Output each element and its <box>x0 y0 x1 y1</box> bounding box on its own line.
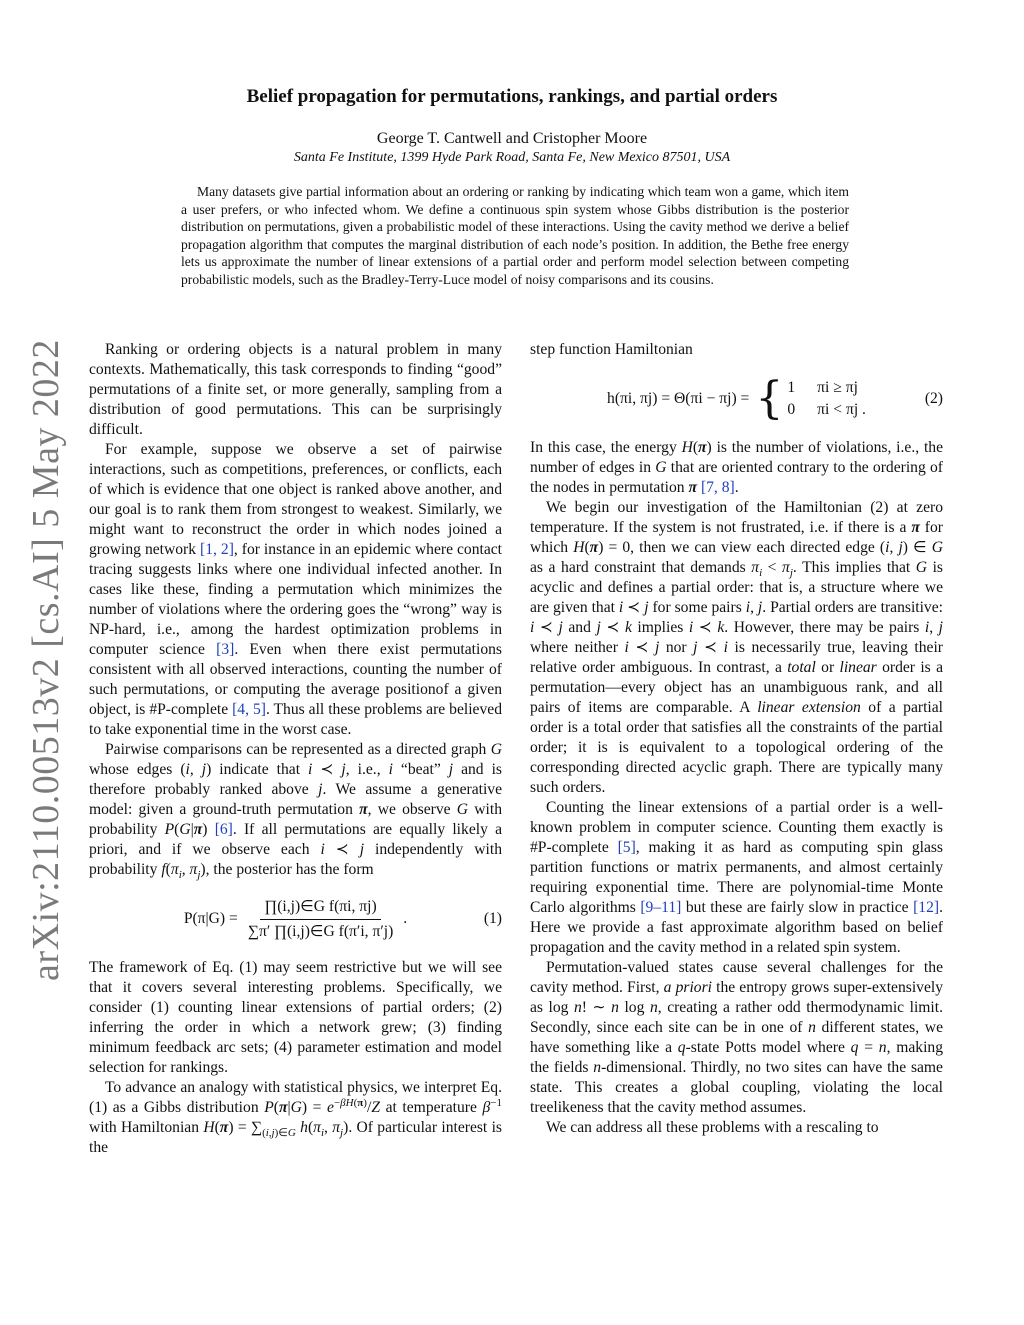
equation-2-lhs: h(πi, πj) = Θ(πi − πj) = <box>607 390 750 407</box>
right-paragraph-2: In this case, the energy H(π) is the number of violations, i.e., the number of edges in G that are oriented contrary to the ordering of the nodes in permutation π [7, 8]. <box>530 439 943 496</box>
paper-title: Belief propagation for permutations, rankings, and partial orders <box>246 86 778 107</box>
paper-affiliation: Santa Fe Institute, 1399 Hyde Park Road, Santa Fe, New Mexico 87501, USA <box>293 150 731 165</box>
right-paragraph-6: We can address all these problems with a rescaling to <box>546 1119 879 1136</box>
citation-link[interactable]: [6] <box>214 821 233 838</box>
right-paragraph-1: step function Hamiltonian <box>530 341 693 358</box>
right-paragraph-5: Permutation-valued states cause several challenges for the cavity method. First, a priori the entropy grows super-extensively as log n! ∼ n log n, creating a rather odd thermodynamic limit. Secondly, since each site can be in one of n different states, we have something like a q-state Potts model where q = n, making the fields n-dimensional. Thirdly, no two sites can have the same state. This creates a global coupling, violating the local treelikeness that the cavity method assumes. <box>530 959 944 1116</box>
equation-2 <box>530 370 943 428</box>
arxiv-identifier-text: arXiv:2110.00513v2 [cs.AI] 5 May 2022 <box>25 339 68 981</box>
equation-2-number: (2) <box>924 390 943 407</box>
citation-link[interactable]: [1, 2] <box>200 541 234 558</box>
paper-abstract: Many datasets give partial information about an ordering or ranking by indicating which team won a game, which item a user prefers, or who infected whom. We define a continuous spin system whose Gibbs distribution is the posterior distribution on permutations, given a probabilistic model of these interactions. Using the cavity method we derive a belief propagation algorithm that computes the marginal distribution of each node’s position. In addition, the Bethe free energy lets us approximate the number of linear extensions of a partial order and perform model selection between competing probabilistic models, such as the Bradley-Terry-Luce model of noisy comparisons and its cousins. <box>181 184 849 287</box>
left-paragraph-2: For example, suppose we observe a set of pairwise interactions, such as competitions, preferences, or conflicts, each of which is evidence that one object is ranked above another, and our goal is to rank them from strongest to weakest. Similarly, we might want to reconstruct the order in which nodes joined a growing network [1, 2], for instance in an epidemic where contact tracing suggests links where one individual infected another. In cases like these, finding a permutation which minimizes the number of violations where the ordering goes the “wrong” way is NP-hard, i.e., among the hardest optimization problems in computer science [3]. Even when there exist permutations consistent with all observed interactions, counting the number of such permutations, or computing the average positionof a given object, is #P-complete [4, 5]. Thus all these problems are believed to take exponential time in the worst case. <box>89 441 503 738</box>
left-paragraph-5: To advance an analogy with statistical physics, we interpret Eq. (1) as a Gibbs distribution $P(\pi|G) = e^{-\beta H(\pi)}/Z$ at temperature $\beta^{-1}$ with Hamiltonian $H(\pi) = \sum_{(i,j)\in G}$ $h(\pi_i$, $\pi_j$). Of particular interest is the <box>89 1079 502 1156</box>
curly-brace-icon: { <box>755 373 784 424</box>
equation-1: P(π|G) = $\frac{\text{∏(i,j)∈G f(πi, πj)}}{\text{∑π′ ∏(i,j)∈G f(π′i, π′j)}}$ . (1) <box>183 897 502 940</box>
left-paragraph-4: The framework of Eq. (1) may seem restrictive but we will see that it covers several interesting problems. Specifically, we consider (1) counting linear extensions of partial orders; (2) inferring the order in which a network grew; (3) finding minimum feedback arc sets; (4) parameter estimation and model selection for rankings. <box>89 959 502 1076</box>
right-paragraph-4: Counting the linear extensions of a partial order is a well-known problem in computer science. Counting them exactly is #P-complete [5], making it as hard as computing spin glass partition functions or matrix permanents, and almost certainly requiring exponential time. There are polynomial-time Monte Carlo algorithms [9–11] but these are fairly slow in practice [12]. Here we provide a fast approximate algorithm based on belief propagation and the cavity method in a related spin system. <box>530 799 944 956</box>
right-column <box>530 340 943 1138</box>
equation-1-numerator: ∏(i,j)∈G f(πi, πj) <box>260 897 380 920</box>
equation-1-number: (1) <box>483 910 502 927</box>
left-paragraph-1: Ranking or ordering objects is a natural problem in many contexts. Mathematically, this task corresponds to finding “good” permutations of a finite set, or more generally, sampling from a distribution of good permutations. This can be surprisingly difficult. <box>89 341 502 438</box>
right-paragraph-3: We begin our investigation of the Hamiltonian (2) at zero temperature. If the system is not frustrated, i.e. if there is a π for which H(π) = 0, then we can view each directed edge (i, j) ∈ G as a hard constraint that demands $\pi_i < \pi_j$. This implies that G is acyclic and defines a partial order: that is, a structure where we are given that i ≺ j for some pairs i, j. Partial orders are transitive: i ≺ j and j ≺ k implies i ≺ k. However, there may be pairs i, j where neither i ≺ j nor j ≺ i is necessarily true, leaving their relative order ambiguous. In contrast, a total or linear order is a permutation—every object has an unambiguous rank, and all pairs of items are comparable. A linear extension of a partial order is a total order that satisfies all the constraints of the partial order; it is is equivalent to a topological ordering of the corresponding directed acyclic graph. There are typically many such orders. <box>530 499 944 796</box>
paper-authors: George T. Cantwell and Cristopher Moore <box>376 130 648 147</box>
arxiv-identifier-stamp <box>14 340 78 980</box>
equation-2-cases: { 1 πi ≥ πj 0 πi < πj . <box>755 373 866 424</box>
citation-link[interactable]: [7, 8] <box>700 479 735 496</box>
left-paragraph-3: Pairwise comparisons can be represented as a directed graph G whose edges (i, j) indicate that i ≺ j, i.e., i “beat” j and is therefore probably ranked above j. We assume a generative model: given a ground-truth permutation π, we observe G with probability P(G|π) [6]. If all permutations are equally likely a priori, and if we observe each i ≺ j independently with probability $f(\pi_i$, $\pi_j$), the posterior has the form <box>89 741 502 882</box>
equation-1-fraction <box>244 897 397 942</box>
equation-1-denominator: ∑π′ ∏(i,j)∈G f(π′i, π′j) <box>247 922 394 940</box>
citation-link[interactable]: [12] <box>913 899 940 916</box>
citation-link[interactable]: [9–11] <box>640 899 682 916</box>
equation-1-lhs: P(π|G) = <box>183 910 238 927</box>
citation-link[interactable]: [5] <box>617 839 636 856</box>
citation-link[interactable]: [3] <box>216 641 235 658</box>
left-column <box>89 340 502 1158</box>
citation-link[interactable]: [4, 5] <box>232 701 266 718</box>
